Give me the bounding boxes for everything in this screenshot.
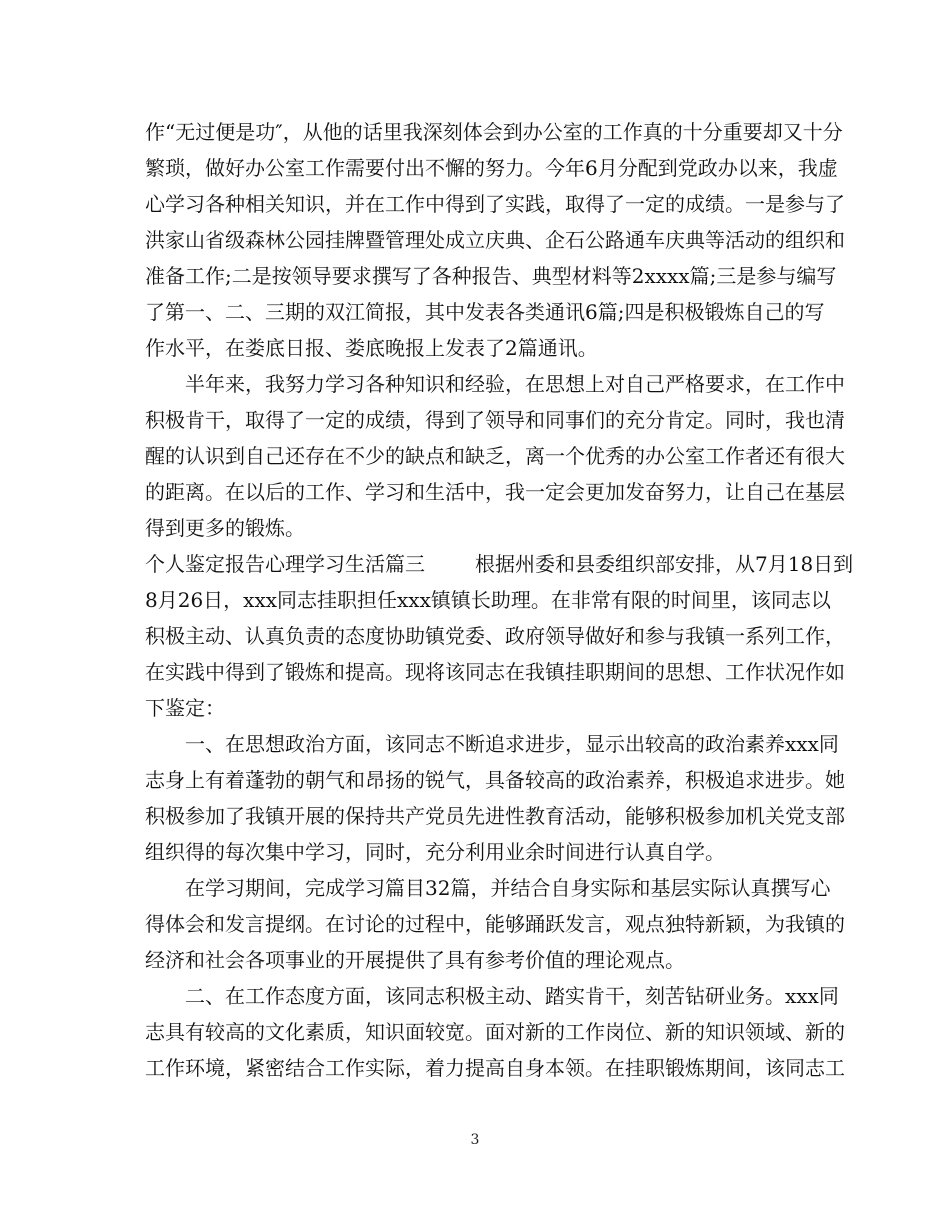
text-line: 心学习各种相关知识，并在工作中得到了实践，取得了一定的成绩。一是参与了 [145,192,845,216]
text-line: 工作环境，紧密结合工作实际，着力提高自身本领。在挂职锻炼期间，该同志工 [145,1056,845,1080]
text-line: 积极肯干，取得了一定的成绩，得到了领导和同事们的充分肯定。同时，我也清 [145,408,845,432]
text-line: 8月26日，xxx同志挂职担任xxx镇镇长助理。在非常有限的时间里，该同志以 [145,588,831,612]
page-number: 3 [470,1132,480,1148]
text-line: 作“无过便是功″，从他的话里我深刻体会到办公室的工作真的十分重要却又十分 [145,120,843,144]
paragraph-first-line: 半年来，我努力学习各种知识和经验，在思想上对自己严格要求，在工作中 [185,372,845,396]
text-line: 繁琐，做好办公室工作需要付出不懈的努力。今年6月分配到党政办以来，我虚 [145,156,838,180]
text-line: 下鉴定： [145,696,225,720]
text-line: 经济和社会各项事业的开展提供了具有参考价值的理论观点。 [145,948,685,972]
text-line: 的距离。在以后的工作、学习和生活中，我一定会更加发奋努力，让自己在基层 [145,480,845,504]
text-line: 得到更多的锻炼。 [145,516,305,540]
text-line: 积极主动、认真负责的态度协助镇党委、政府领导做好和参与我镇一系列工作， [145,624,845,648]
text-line: 在实践中得到了锻炼和提高。现将该同志在我镇挂职期间的思想、工作状况作如 [145,660,845,684]
paragraph-first-line: 在学习期间，完成学习篇目32篇，并结合自身实际和基层实际认真撰写心 [185,876,831,900]
text-line: 积极参加了我镇开展的保持共产党员先进性教育活动，能够积极参加机关党支部 [145,804,845,828]
text-line: 醒的认识到自己还存在不少的缺点和缺乏，离一个优秀的办公室工作者还有很大 [145,444,845,468]
text-line: 根据州委和县委组织部安排，从7月18日到 [475,552,854,576]
text-line: 组织得的每次集中学习，同时，充分利用业余时间进行认真自学。 [145,840,725,864]
text-line: 得体会和发言提纲。在讨论的过程中，能够踊跃发言，观点独特新颖，为我镇的 [145,912,845,936]
text-line: 准备工作;二是按领导要求撰写了各种报告、典型材料等2xxxx篇;三是参与编写 [145,264,837,288]
text-line: 了第一、二、三期的双江简报，其中发表各类通讯6篇;四是积极锻炼自己的写 [145,300,825,324]
section-heading: 个人鉴定报告心理学习生活篇三 [145,552,425,576]
text-line: 志身上有着蓬勃的朝气和昂扬的锐气，具备较高的政治素养，积极追求进步。她 [145,768,845,792]
text-line: 洪家山省级森林公园挂牌暨管理处成立庆典、企石公路通车庆典等活动的组织和 [145,228,845,252]
text-line: 作水平，在娄底日报、娄底晚报上发表了2篇通讯。 [145,336,598,360]
paragraph-first-line: 一、在思想政治方面，该同志不断追求进步，显示出较高的政治素养xxx同 [185,732,839,756]
paragraph-first-line: 二、在工作态度方面，该同志积极主动、踏实肯干，刻苦钻研业务。xxx同 [185,984,839,1008]
text-line: 志具有较高的文化素质，知识面较宽。面对新的工作岗位、新的知识领域、新的 [145,1020,845,1044]
